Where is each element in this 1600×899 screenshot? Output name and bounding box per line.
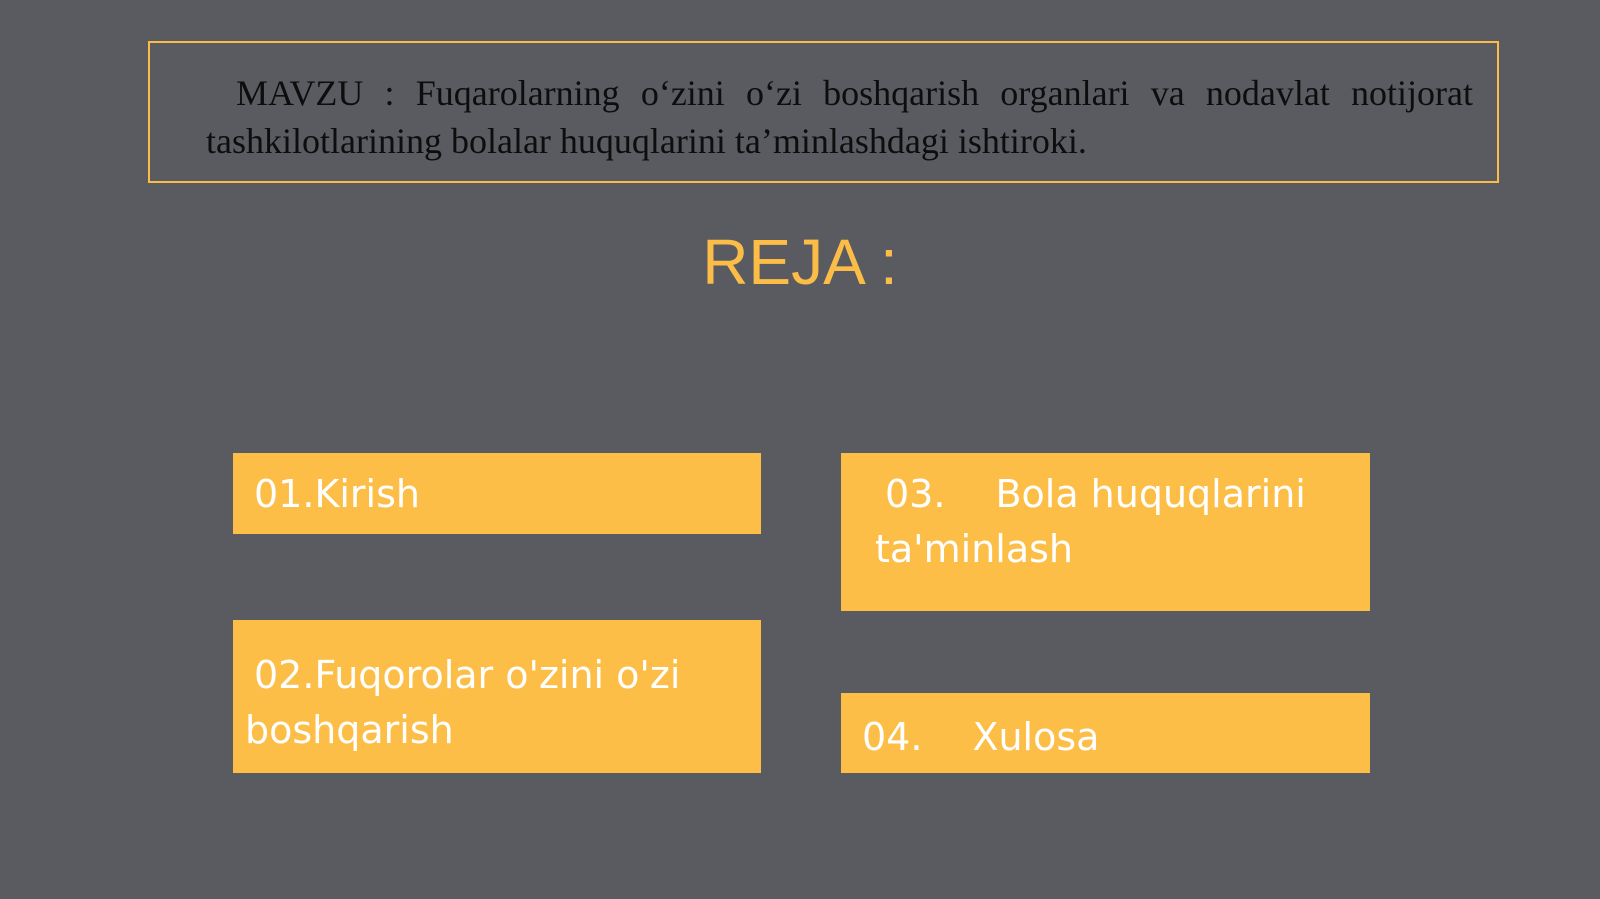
topic-box [148, 41, 1499, 183]
plan-item-3-label-line2: ta'minlash [875, 527, 1074, 571]
plan-item-3-number: 03. [885, 472, 946, 516]
plan-item-2-label: Fuqorolar o'zini o'zi boshqarish [245, 653, 681, 752]
plan-item-4-number: 04. [862, 715, 923, 759]
plan-item-4[interactable] [841, 693, 1370, 773]
plan-item-3[interactable] [841, 453, 1370, 611]
plan-item-1-number: 01. [254, 472, 315, 516]
plan-item-1[interactable] [233, 453, 761, 534]
plan-item-2-number: 02. [254, 653, 315, 697]
plan-item-4-label: Xulosa [972, 715, 1100, 759]
plan-item-1-label: Kirish [314, 472, 420, 516]
plan-item-3-label-line1: Bola huquqlarini [995, 472, 1306, 516]
plan-item-2[interactable] [233, 620, 761, 773]
topic-text: MAVZU : Fuqarolarning o‘zini o‘zi boshqarish organlari va nodavlat notijorat tashkilotlarining bolalar huquqlarini ta’minlashdagi ishtiroki. [206, 73, 1473, 161]
plan-item-3-line1 [875, 467, 1350, 522]
plan-title: REJA : [702, 226, 898, 298]
